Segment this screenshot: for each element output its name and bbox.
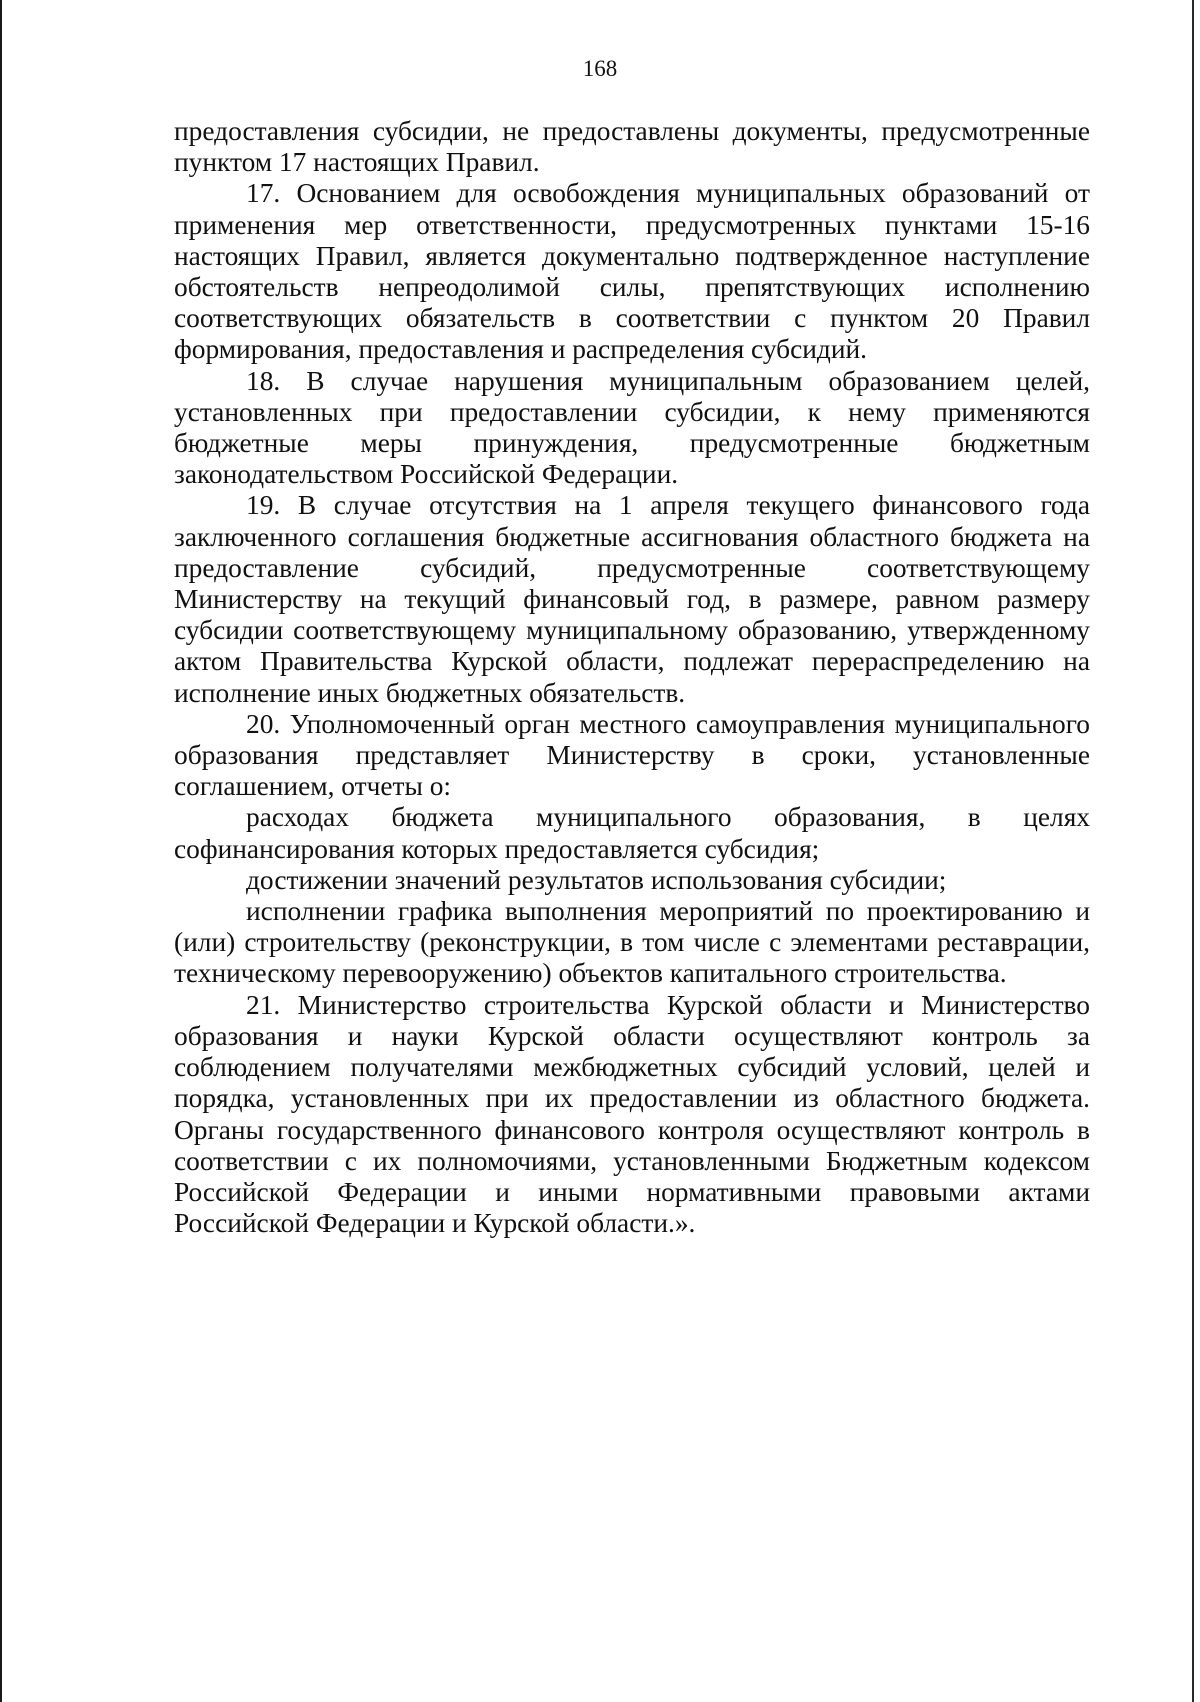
scan-edge-left <box>0 0 2 1702</box>
paragraph-18: 18. В случае нарушения муниципальным образованием целей, установленных при предоставлении субсидии, к нему применяются бюджетные меры принуждения, предусмотренные бюджетным законодательством Российской Федерации. <box>174 365 1090 490</box>
paragraph-20: 20. Уполномоченный орган местного самоуправления муниципального образования представляет Министерству в сроки, установленные соглашением, отчеты о: <box>174 708 1090 802</box>
paragraph-17: 17. Основанием для освобождения муниципальных образований от применения мер ответственности, предусмотренных пунктами 15-16 настоящих Правил, является документально подтвержденное наступление обстоятельств непреодолимой силы, препятствующих исполнению соответствующих обязательств в соответствии с пунктом 20 Правил формирования, предоставления и распределения субсидий. <box>174 178 1090 365</box>
scan-edge-right <box>1192 0 1194 1702</box>
paragraph-20-schedule: исполнении графика выполнения мероприятий по проектированию и (или) строительству (реконструкции, в том числе с элементами реставрации, техническому перевооружению) объектов капитального строительства. <box>174 896 1090 989</box>
document-body <box>174 116 1090 1239</box>
paragraph-20-results: достижении значений результатов использования субсидии; <box>246 864 947 895</box>
page-number: 168 <box>582 56 618 81</box>
paragraph-20-expenses: расходах бюджета муниципального образования, в целях софинансирования которых предоставляется субсидия; <box>174 802 1090 864</box>
paragraph-21: 21. Министерство строительства Курской области и Министерство образования и науки Курской области осуществляют контроль за соблюдением получателями межбюджетных субсидий условий, целей и порядка, установленных при их предоставлении из областного бюджета. Органы государственного финансового контроля осуществляют контроль в соответствии с их полномочиями, установленными Бюджетным кодексом Российской Федерации и иными нормативными правовыми актами Российской Федерации и Курской области.». <box>174 989 1090 1239</box>
paragraph-continuation: предоставления субсидии, не предоставлены документы, предусмотренные пунктом 17 настоящих Правил. <box>174 116 1090 178</box>
paragraph-19: 19. В случае отсутствия на 1 апреля текущего финансового года заключенного соглашения бюджетные ассигнования областного бюджета на предоставление субсидий, предусмотренные соответствующему Министерству на текущий финансовый год, в размере, равном размеру субсидии соответствующему муниципальному образованию, утвержденному актом Правительства Курской области, подлежат перераспределению на исполнение иных бюджетных обязательств. <box>174 490 1090 708</box>
